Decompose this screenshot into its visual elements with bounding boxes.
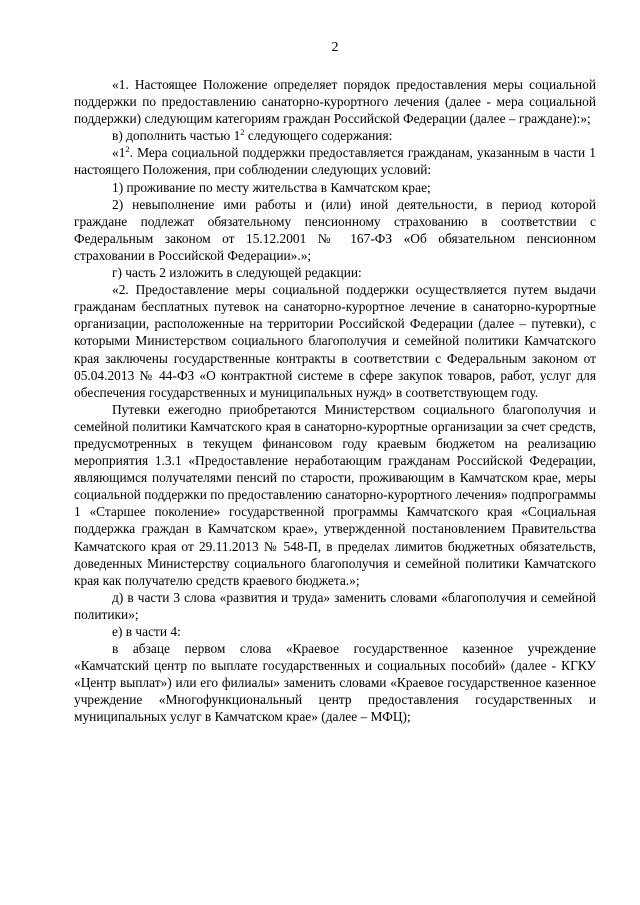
document-body xyxy=(74,76,596,726)
paragraph-text: следующего содержания: xyxy=(244,128,393,144)
paragraph: е) в части 4: xyxy=(112,624,181,639)
paragraph-text: . Мера социальной поддержки предоставляется гражданам, указанным в части 1 настоящего Положения, при соблюдении следующих условий: xyxy=(74,145,596,178)
paragraph: Путевки ежегодно приобретаются Министерством социального благополучия и семейной политики Камчатского края в санаторно-курортные организации за счет средств, предусмотренных в текущем финансовом году краевым бюджетом на реализацию мероприятия 1.3.1 «Предоставление неработающим гражданам Российской Федерации, являющимся получателями пенсий по старости, проживающим в Камчатском крае, меры социальной поддержки по предоставлению санаторно-курортного лечения» подпрограммы 1 «Старшее поколение» государственной программы Камчатского края «Социальная поддержка граждан в Камчатском крае», утвержденной постановлением Правительства Камчатского края от 29.11.2013 № 548-П, в пределах лимитов бюджетных обязательств, доведенных Министерству социального благополучия и семейной политики Камчатского края как получателю средств краевого бюджета.»; xyxy=(74,401,596,588)
paragraph: «2. Предоставление меры социальной поддержки осуществляется путем выдачи гражданам бесплатных путевок на санаторно-курортное лечение в санаторно-курортные организации, расположенные на территории Российской Федерации (далее – путевки), с которыми Министерством социального благополучия и семейной политики Камчатского края заключены государственные контракты в соответствии с Федеральным законом от 05.04.2013 № 44-ФЗ «О контрактной системе в сфере закупок товаров, работ, услуг для обеспечения государственных и муниципальных нужд» в соответствующем году. xyxy=(74,282,596,400)
page-number: 2 xyxy=(331,40,339,55)
paragraph: г) часть 2 изложить в следующей редакции: xyxy=(112,265,362,281)
paragraph: 1) проживание по месту жительства в Камчатском крае; xyxy=(112,179,431,195)
superscript: 2 xyxy=(240,127,245,138)
paragraph-text: «1 xyxy=(112,145,126,161)
paragraph: в абзаце первом слова «Краевое государственное казенное учреждение «Камчатский центр по выплате государственных и социальных пособий» (далее - КГКУ «Центр выплат») или его филиалы» заменить словами «Краевое государственное казенное учреждение «Многофункциональный центр предоставления государственных и муниципальных услуг в Камчатском крае» (далее – МФЦ); xyxy=(74,641,596,725)
paragraph xyxy=(74,144,596,178)
paragraph: «1. Настоящее Положение определяет порядок предоставления меры социальной поддержки по предоставлению санаторно-курортного лечения (далее - мера социальной поддержки) следующим категориям граждан Российской Федерации (далее – граждане):»; xyxy=(74,77,596,127)
paragraph: 2) невыполнение ими работы и (или) иной деятельности, в период которой граждане подлежат обязательному пенсионному страхованию в соответствии с Федеральным законом от 15.12.2001 № 167-ФЗ «Об обязательном пенсионном страховании в Российской Федерации».»; xyxy=(74,196,596,263)
superscript: 2 xyxy=(125,144,130,155)
paragraph-text: в) дополнить частью 1 xyxy=(112,128,241,144)
paragraph xyxy=(74,127,596,144)
paragraph: д) в части 3 слова «развития и труда» заменить словами «благополучия и семейной политики»; xyxy=(74,589,596,622)
